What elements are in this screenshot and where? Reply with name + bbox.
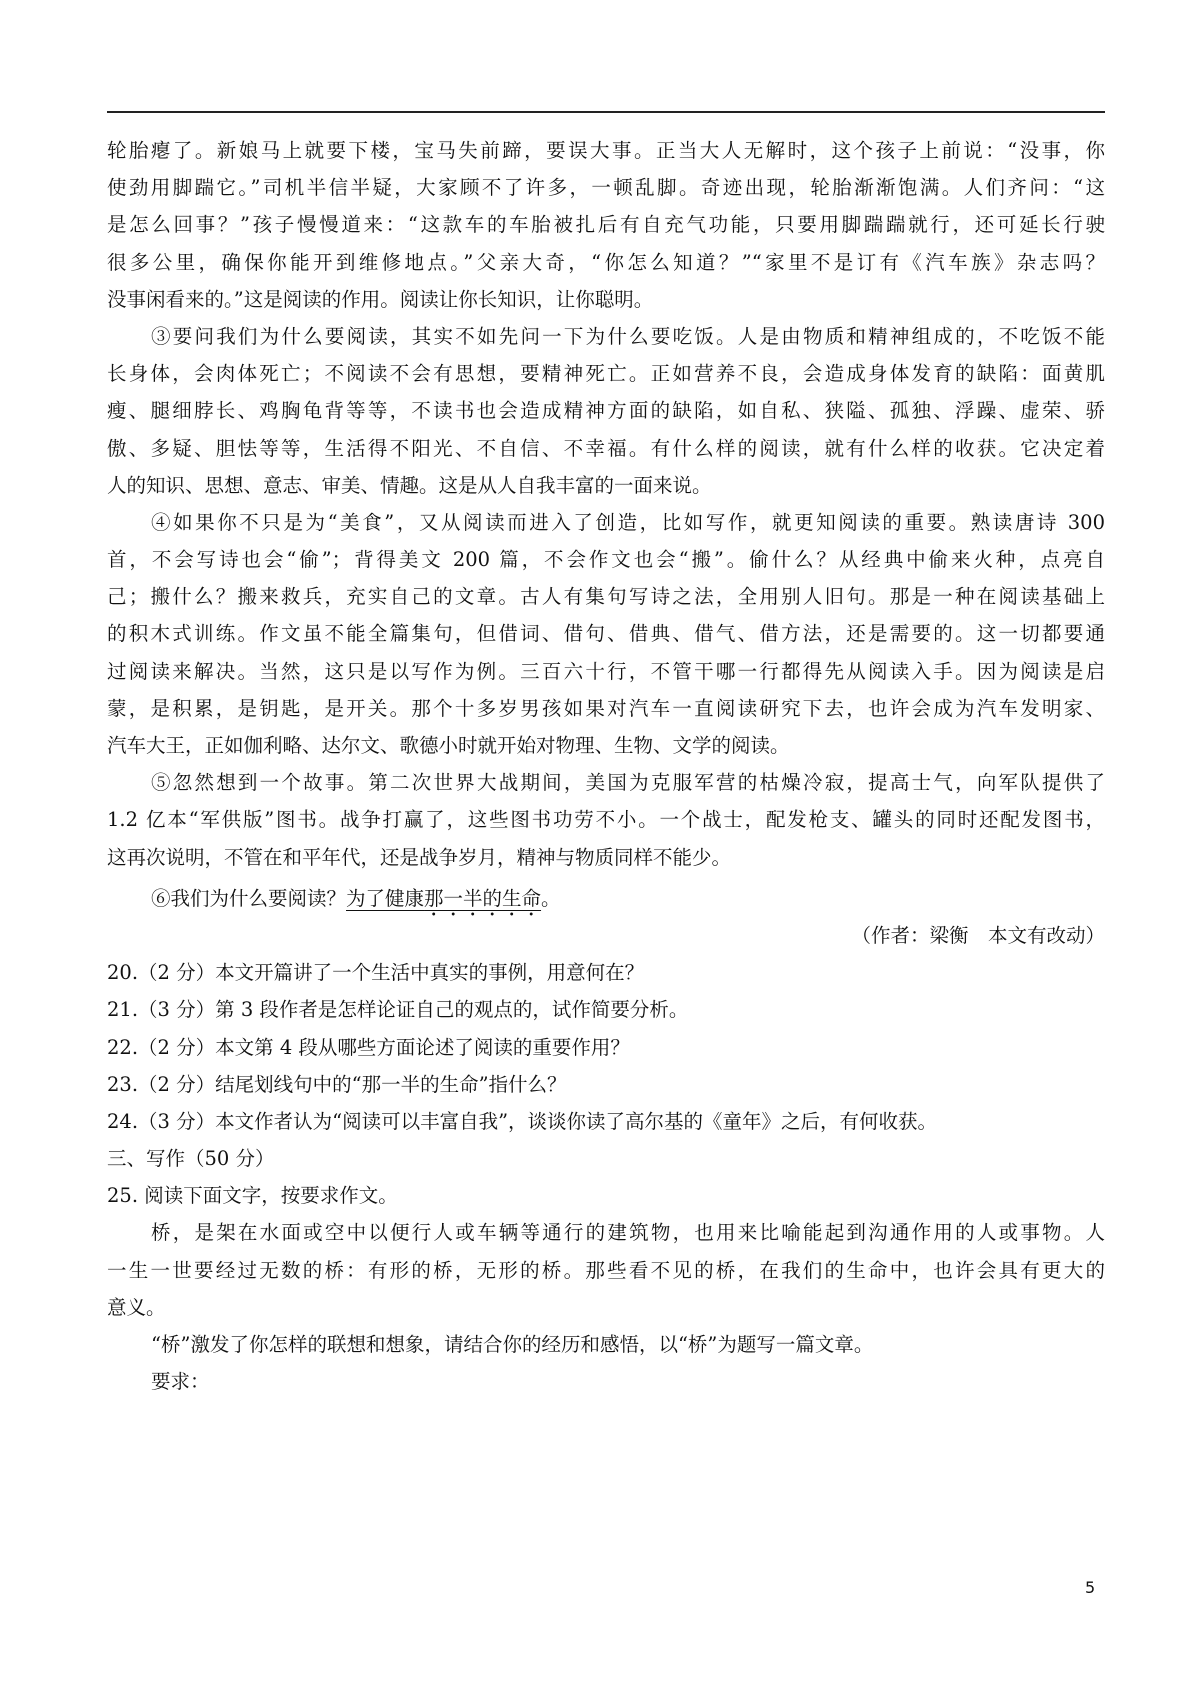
bridge-line: 一生一世要经过无数的桥：有形的桥，无形的桥。那些看不见的桥，在我们的生命中，也许会具有更大的 [107, 1258, 1105, 1282]
paragraph-4-line: 己；搬什么？搬来救兵，充实自己的文章。古人有集句写诗之法，全用别人旧句。那是一种在阅读基础上 [107, 585, 1105, 609]
section-heading-writing: 三、写作（50 分） [107, 1147, 275, 1171]
question-20: 20.（2 分）本文开篇讲了一个生活中真实的事例，用意何在？ [107, 961, 645, 985]
paragraph-1-line: 轮胎瘪了。新娘马上就要下楼，宝马失前蹄，要误大事。正当大人无解时，这个孩子上前说：“没事，你 [107, 139, 1105, 162]
paragraph-5-line: ⑤忽然想到一个故事。第二次世界大战期间，美国为克服军营的枯燥冷寂，提高士气，向军队提供了 [151, 771, 1105, 795]
writing-prompt: “桥”激发了你怎样的联想和想象，请结合你的经历和感悟，以“桥”为题写一篇文章。 [151, 1333, 874, 1356]
question-21: 21.（3 分）第 3 段作者是怎样论证自己的观点的，试作简要分析。 [107, 998, 689, 1022]
question-22: 22.（2 分）本文第 4 段从哪些方面论述了阅读的重要作用？ [107, 1035, 630, 1059]
bridge-line: 桥，是架在水面或空中以便行人或车辆等通行的建筑物，也用来比喻能起到沟通作用的人或事物。人 [151, 1221, 1105, 1245]
paragraph-1-line: 很多公里，确保你能开到维修地点。”父亲大奇，“你怎么知道？”“家里不是订有《汽车族》杂志吗？ [107, 250, 1105, 274]
paragraph-3-line: 傲、多疑、胆怯等等，生活得不阳光、不自信、不幸福。有什么样的阅读，就有什么样的收获。它决定着 [107, 436, 1105, 460]
paragraph-4-line: ④如果你不只是为“美食”，又从阅读而进入了创造，比如写作，就更知阅读的重要。熟读唐诗 300 [151, 510, 1105, 534]
paragraph-4-line: 蒙，是积累，是钥匙，是开关。那个十多岁男孩如果对汽车一直阅读研究下去，也许会成为汽车发明家、 [107, 696, 1105, 720]
paragraph-4-line: 过阅读来解决。当然，这只是以写作为例。三百六十行，不管干哪一行都得先从阅读入手。因为阅读是启 [107, 659, 1105, 683]
paragraph-3-line: 人的知识、思想、意志、审美、情趣。这是从人自我丰富的一面来说。 [107, 473, 712, 497]
paragraph-1-line: 使劲用脚踹它。”司机半信半疑，大家顾不了许多，一顿乱脚。奇迹出现，轮胎渐渐饱满。人们齐问：“这 [107, 176, 1105, 200]
author-note: （作者：梁衡 本文有改动） [851, 923, 1105, 947]
paragraph-1-line: 没事闲看来的。”这是阅读的作用。阅读让你长知识，让你聪明。 [107, 287, 654, 311]
question-23: 23.（2 分）结尾划线句中的“那一半的生命”指什么？ [107, 1072, 567, 1096]
requirements-label: 要求： [151, 1370, 210, 1394]
question-24: 24.（3 分）本文作者认为“阅读可以丰富自我”，谈谈你读了高尔基的《童年》之后，有何收获。 [107, 1109, 938, 1133]
paragraph-1-line: 是怎么回事？”孩子慢慢道来：“这款车的车胎被扎后有自充气功能，只要用脚踹踹就行，还可延长行驶 [107, 213, 1105, 237]
underlined-text: 为了健康 [346, 886, 425, 910]
question-25: 25. 阅读下面文字，按要求作文。 [107, 1184, 398, 1208]
header-rule [107, 111, 1105, 113]
page-number: 5 [1085, 1578, 1096, 1597]
paragraph-6-suffix: 。 [541, 886, 561, 910]
paragraph-3-line: ③要问我们为什么要阅读，其实不如先问一下为什么要吃饭。人是由物质和精神组成的，不吃饭不能 [151, 324, 1105, 348]
page-content [107, 132, 1105, 1400]
paragraph-4-line: 首，不会写诗也会“偷”；背得美文 200 篇，不会作文也会“搬”。偷什么？从经典中偷来火种，点亮自 [107, 548, 1105, 572]
paragraph-5-line: 这再次说明，不管在和平年代，还是战争岁月，精神与物质同样不能少。 [107, 845, 732, 869]
paragraph-4-line: 的积木式训练。作文虽不能全篇集句，但借词、借句、借典、借气、借方法，还是需要的。这一切都要通 [107, 622, 1105, 646]
bridge-line: 意义。 [107, 1295, 166, 1319]
paragraph-4-line: 汽车大王，正如伽利略、达尔文、歌德小时就开始对物理、生物、文学的阅读。 [107, 734, 790, 757]
paragraph-3-line: 瘦、腿细脖长、鸡胸龟背等等，不读书也会造成精神方面的缺陷，如自私、狭隘、孤独、浮躁、虚荣、骄 [107, 399, 1105, 423]
underlined-sentence [346, 887, 541, 910]
paragraph-3-line: 长身体，会肉体死亡；不阅读不会有思想，要精神死亡。正如营养不良，会造成身体发育的缺陷：面黄肌 [107, 362, 1105, 386]
paragraph-6-prefix: ⑥我们为什么要阅读？ [151, 886, 347, 910]
paragraph-6 [107, 880, 1105, 917]
emphasized-phrase: 那一半的生命 [424, 886, 542, 910]
paragraph-5-line: 1.2 亿本“军供版”图书。战争打赢了，这些图书功劳不小。一个战士，配发枪支、罐头的同时还配发图书， [107, 808, 1105, 832]
